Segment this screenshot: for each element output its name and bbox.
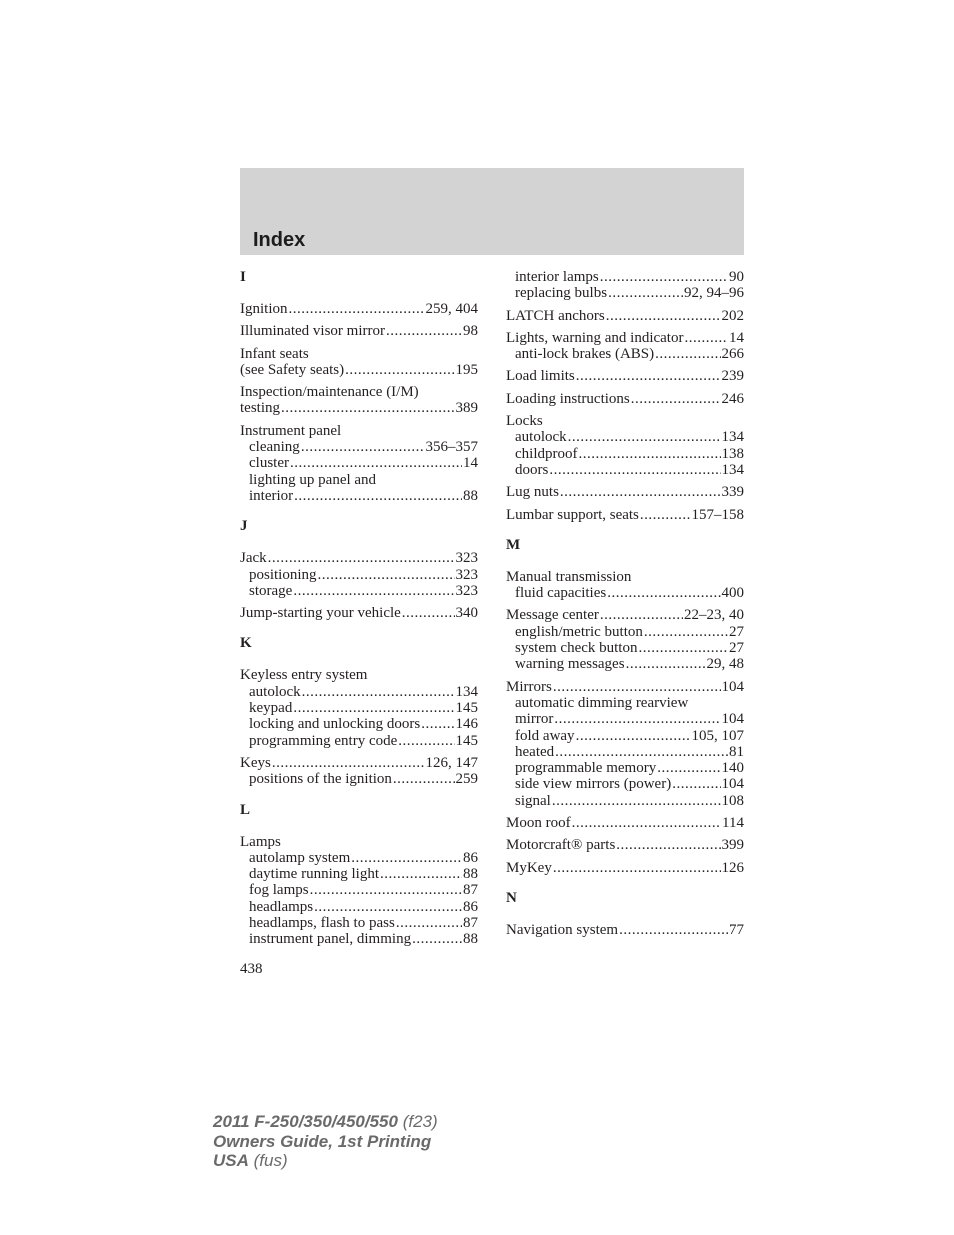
dot-leader	[631, 391, 721, 407]
footer-line-3	[213, 1151, 438, 1171]
index-entry-line	[506, 330, 744, 346]
index-entry-line	[240, 834, 478, 850]
index-section	[506, 537, 744, 876]
entry-pages: 126	[721, 859, 744, 876]
entry-pages: 77	[729, 921, 744, 938]
entry-term: Infant seats	[240, 345, 309, 362]
index-entry-line	[506, 391, 744, 407]
entry-term: Inspection/maintenance (I/M)	[240, 384, 419, 401]
entry-pages: 27	[729, 640, 744, 657]
entry-term: programmable memory	[515, 760, 657, 777]
section-letter: N	[506, 889, 517, 906]
entry-term: daytime running light	[249, 866, 379, 883]
entry-pages: 134	[721, 429, 744, 446]
entry-pages: 88	[463, 487, 478, 504]
entry-term: side view mirrors (power)	[515, 776, 672, 793]
page-title: Index	[253, 229, 306, 251]
index-section	[240, 269, 478, 504]
index-entry	[506, 607, 744, 672]
entry-term: interior	[249, 487, 294, 504]
entry-term: testing	[240, 400, 280, 417]
entry-term: lighting up panel and	[249, 471, 377, 488]
dot-leader	[616, 837, 720, 853]
dot-leader	[672, 776, 720, 792]
footer-market-code: (fus)	[253, 1151, 288, 1170]
entry-term: cleaning	[249, 439, 300, 456]
index-subentry-line	[506, 776, 744, 792]
index-subentry-line	[506, 285, 744, 301]
entry-pages: 92, 94–96	[684, 285, 744, 302]
entry-term: storage	[249, 582, 293, 599]
dot-leader	[302, 684, 455, 700]
entry-pages: 157–158	[691, 506, 744, 523]
entry-term: MyKey	[506, 859, 552, 876]
index-entry	[506, 837, 744, 853]
entry-term: autolock	[249, 683, 301, 700]
dot-leader	[268, 550, 455, 566]
index-entry-line	[240, 755, 478, 771]
entry-term: programming entry code	[249, 732, 398, 749]
index-section	[240, 518, 478, 621]
index-entry	[240, 834, 478, 948]
entry-pages: 98	[463, 323, 478, 340]
index-section	[506, 890, 744, 938]
entry-term: Manual transmission	[506, 568, 632, 585]
dot-leader	[655, 346, 720, 362]
entry-pages: 323	[455, 566, 478, 583]
index-subentry-line	[240, 716, 478, 732]
entry-term: LATCH anchors	[506, 307, 605, 324]
section-letter: L	[240, 801, 251, 818]
index-entry	[506, 269, 744, 302]
entry-term: autolock	[515, 429, 567, 446]
index-subentry-line	[240, 915, 478, 931]
index-subentry-line	[506, 462, 744, 478]
dot-leader	[606, 308, 721, 324]
footer	[213, 1112, 438, 1171]
index-subentry-line	[240, 733, 478, 749]
dot-leader	[318, 567, 455, 583]
index-subentry-line	[240, 684, 478, 700]
entry-term: Instrument panel	[240, 422, 342, 439]
dot-leader	[386, 323, 462, 339]
entry-term: heated	[515, 743, 555, 760]
entry-term: childproof	[515, 445, 578, 462]
section-letter: I	[240, 269, 246, 285]
entry-term: Loading instructions	[506, 390, 630, 407]
dot-leader	[345, 362, 454, 378]
entry-term: cluster	[249, 455, 289, 472]
entry-pages: 105, 107	[691, 727, 744, 744]
index-entry-line	[240, 301, 478, 317]
entry-term: positioning	[249, 566, 317, 583]
dot-leader	[626, 656, 706, 672]
entry-term: Keyless entry system	[240, 667, 368, 684]
index-entry-line	[506, 860, 744, 876]
index-entry	[506, 330, 744, 363]
dot-leader	[272, 755, 425, 771]
entry-term: keypad	[249, 700, 293, 717]
index-entry-line	[506, 569, 744, 585]
index-section	[240, 802, 478, 948]
index-entry-line	[506, 507, 744, 523]
index-subentry-line	[506, 585, 744, 601]
index-entry	[506, 860, 744, 876]
entry-term: warning messages	[515, 656, 625, 673]
entry-pages: 134	[721, 461, 744, 478]
index-subentry-line	[240, 899, 478, 915]
index-subentry-line	[506, 429, 744, 445]
dot-leader	[310, 882, 462, 898]
entry-pages: 145	[455, 700, 478, 717]
dot-leader	[638, 640, 728, 656]
header-band	[240, 168, 744, 255]
index-entry	[240, 550, 478, 599]
entry-term: Moon roof	[506, 815, 571, 832]
index-entry-line	[240, 346, 478, 362]
entry-pages: 114	[722, 815, 744, 832]
dot-leader	[657, 760, 720, 776]
entry-term: locking and unlocking doors	[249, 716, 421, 733]
entry-term: mirror	[515, 711, 554, 728]
entry-pages: 86	[463, 849, 478, 866]
index-subentry-line	[506, 640, 744, 656]
footer-market: USA	[213, 1151, 249, 1170]
entry-pages: 259, 404	[425, 301, 478, 317]
index-subentry-line	[506, 793, 744, 809]
dot-leader	[560, 484, 721, 500]
entry-term: Lamps	[240, 833, 281, 850]
dot-leader	[619, 922, 728, 938]
entry-term: Locks	[506, 413, 543, 430]
entry-pages: 88	[463, 931, 478, 948]
entry-pages: 138	[721, 445, 744, 462]
dot-leader	[600, 269, 728, 285]
dot-leader	[402, 605, 455, 621]
entry-term: positions of the ignition	[249, 771, 392, 788]
dot-leader	[398, 733, 454, 749]
entry-pages: 134	[455, 683, 478, 700]
index-entry-line	[506, 308, 744, 324]
dot-leader	[293, 700, 454, 716]
entry-term: Lights, warning and indicator	[506, 329, 684, 346]
page-number: 438	[240, 961, 263, 977]
dot-leader	[314, 899, 462, 915]
entry-term: fog lamps	[249, 882, 309, 899]
entry-pages: 88	[463, 866, 478, 883]
index-subentry-line	[240, 850, 478, 866]
index-subentry-line	[506, 346, 744, 362]
index-entry	[506, 368, 744, 384]
entry-term: Motorcraft® parts	[506, 837, 616, 854]
index-entry-line	[240, 550, 478, 566]
entry-pages: 202	[721, 307, 744, 324]
entry-term: Load limits	[506, 368, 575, 385]
index-subentry-line	[506, 728, 744, 744]
entry-term: automatic dimming rearview	[515, 694, 689, 711]
dot-leader	[294, 488, 462, 504]
index-entry-line	[240, 323, 478, 339]
dot-leader	[421, 716, 454, 732]
index-subentry-line	[240, 700, 478, 716]
dot-leader	[608, 285, 683, 301]
index-entry-line	[506, 484, 744, 500]
dot-leader	[568, 429, 721, 445]
index-entry-line	[506, 815, 744, 831]
entry-pages: 126, 147	[425, 754, 478, 771]
entry-pages: 86	[463, 898, 478, 915]
dot-leader	[684, 330, 728, 346]
entry-term: fluid capacities	[515, 585, 607, 602]
entry-pages: 340	[455, 605, 478, 622]
index-entry	[506, 922, 744, 938]
entry-pages: 87	[463, 882, 478, 899]
index-entry	[506, 413, 744, 478]
entry-term: Jump-starting your vehicle	[240, 605, 401, 622]
index-subentry-line	[506, 695, 744, 711]
index-subentry-line	[240, 866, 478, 882]
entry-pages: 323	[455, 582, 478, 599]
index-subentry-line	[240, 583, 478, 599]
footer-line-1	[213, 1112, 438, 1132]
index-subentry-line	[506, 711, 744, 727]
entry-term: Illuminated visor mirror	[240, 323, 385, 340]
index-entry	[240, 301, 478, 317]
section-letter: M	[506, 536, 521, 553]
index-entry-line	[240, 667, 478, 683]
dot-leader	[553, 679, 721, 695]
section-letter: J	[240, 518, 248, 535]
dot-leader	[396, 915, 462, 931]
entry-pages: 146	[455, 716, 478, 733]
dot-leader	[552, 793, 721, 809]
index-subentry-line	[240, 931, 478, 947]
entry-pages: 339	[721, 484, 744, 501]
index-entry	[240, 605, 478, 621]
dot-leader	[576, 728, 691, 744]
footer-guide: Owners Guide, 1st Printing	[213, 1131, 432, 1151]
entry-term: autolamp system	[249, 849, 351, 866]
entry-term: Ignition	[240, 301, 288, 317]
index-entry	[240, 423, 478, 504]
index-section	[240, 635, 478, 787]
index-entry	[506, 569, 744, 602]
entry-term: (see Safety seats)	[240, 361, 345, 378]
dot-leader	[281, 400, 455, 416]
dot-leader	[640, 507, 691, 523]
entry-term: Lug nuts	[506, 484, 559, 501]
entry-term: instrument panel, dimming	[249, 931, 412, 948]
dot-leader	[301, 439, 425, 455]
dot-leader	[578, 446, 720, 462]
entry-term: english/metric button	[515, 623, 643, 640]
index-subentry-line	[506, 269, 744, 285]
index-entry-line	[240, 423, 478, 439]
entry-term: system check button	[515, 640, 638, 657]
index-entry	[506, 679, 744, 809]
index-section	[506, 269, 744, 523]
entry-pages: 14	[463, 455, 478, 472]
entry-pages: 239	[721, 368, 744, 385]
index-entry	[506, 484, 744, 500]
entry-pages: 81	[729, 743, 744, 760]
index-entry-line	[506, 679, 744, 695]
entry-term: replacing bulbs	[515, 285, 608, 302]
entry-pages: 14	[729, 329, 744, 346]
footer-line-2	[213, 1132, 438, 1152]
index-subentry-line	[506, 744, 744, 760]
entry-term: Mirrors	[506, 678, 552, 695]
entry-pages: 140	[721, 760, 744, 777]
index-column-left	[240, 269, 478, 954]
footer-model: 2011 F-250/350/450/550	[213, 1112, 398, 1131]
index-entry	[240, 755, 478, 788]
entry-pages: 195	[455, 361, 478, 378]
index-subentry-line	[240, 567, 478, 583]
entry-term: headlamps	[249, 898, 314, 915]
section-letter: K	[240, 635, 252, 652]
dot-leader	[554, 711, 720, 727]
entry-pages: 259	[455, 771, 478, 788]
index-entry-line	[506, 368, 744, 384]
footer-model-code: (f23)	[402, 1112, 438, 1131]
entry-term: anti-lock brakes (ABS)	[515, 346, 655, 363]
dot-leader	[412, 931, 462, 947]
entry-pages: 27	[729, 623, 744, 640]
index-subentry-line	[506, 656, 744, 672]
index-entry-line	[240, 362, 478, 378]
dot-leader	[644, 624, 728, 640]
index-subentry-line	[240, 882, 478, 898]
entry-term: Keys	[240, 754, 271, 771]
index-column-right	[506, 269, 744, 944]
dot-leader	[555, 744, 728, 760]
dot-leader	[289, 301, 425, 317]
entry-term: headlamps, flash to pass	[249, 915, 395, 932]
entry-term: fold away	[515, 727, 575, 744]
index-entry-line	[506, 922, 744, 938]
dot-leader	[600, 607, 683, 623]
entry-pages: 400	[721, 585, 744, 602]
entry-pages: 104	[721, 678, 744, 695]
entry-pages: 145	[455, 732, 478, 749]
index-subentry-line	[240, 472, 478, 488]
index-entry-line	[506, 607, 744, 623]
entry-pages: 108	[721, 792, 744, 809]
index-subentry-line	[506, 446, 744, 462]
index-entry	[506, 507, 744, 523]
entry-pages: 87	[463, 915, 478, 932]
index-entry	[240, 323, 478, 339]
index-entry	[506, 308, 744, 324]
index-entry	[506, 391, 744, 407]
entry-term: Jack	[240, 550, 267, 567]
entry-term: interior lamps	[515, 269, 599, 285]
entry-term: Lumbar support, seats	[506, 506, 639, 523]
index-entry	[240, 384, 478, 417]
index-subentry-line	[240, 771, 478, 787]
dot-leader	[290, 455, 462, 471]
entry-pages: 246	[721, 390, 744, 407]
entry-term: doors	[515, 461, 549, 478]
entry-pages: 356–357	[425, 439, 478, 456]
dot-leader	[549, 462, 720, 478]
entry-pages: 389	[455, 400, 478, 417]
dot-leader	[393, 771, 455, 787]
index-entry-line	[240, 400, 478, 416]
dot-leader	[607, 585, 720, 601]
entry-pages: 323	[455, 550, 478, 567]
entry-pages: 29, 48	[706, 656, 744, 673]
entry-pages: 90	[729, 269, 744, 285]
entry-term: Message center	[506, 607, 599, 624]
dot-leader	[576, 368, 721, 384]
index-entry	[240, 346, 478, 379]
index-subentry-line	[506, 624, 744, 640]
dot-leader	[380, 866, 462, 882]
entry-pages: 266	[721, 346, 744, 363]
index-entry-line	[240, 384, 478, 400]
dot-leader	[553, 860, 721, 876]
index-entry-line	[506, 837, 744, 853]
entry-pages: 399	[721, 837, 744, 854]
index-entry-line	[506, 413, 744, 429]
dot-leader	[572, 815, 721, 831]
index-entry-line	[240, 605, 478, 621]
dot-leader	[293, 583, 454, 599]
index-subentry-line	[240, 439, 478, 455]
index-entry	[240, 667, 478, 748]
index-subentry-line	[240, 455, 478, 471]
index-subentry-line	[240, 488, 478, 504]
index-entry	[506, 815, 744, 831]
entry-term: Navigation system	[506, 921, 619, 938]
entry-pages: 104	[721, 776, 744, 793]
entry-pages: 104	[721, 711, 744, 728]
dot-leader	[351, 850, 462, 866]
entry-pages: 22–23, 40	[684, 607, 744, 624]
entry-term: signal	[515, 792, 551, 809]
index-subentry-line	[506, 760, 744, 776]
